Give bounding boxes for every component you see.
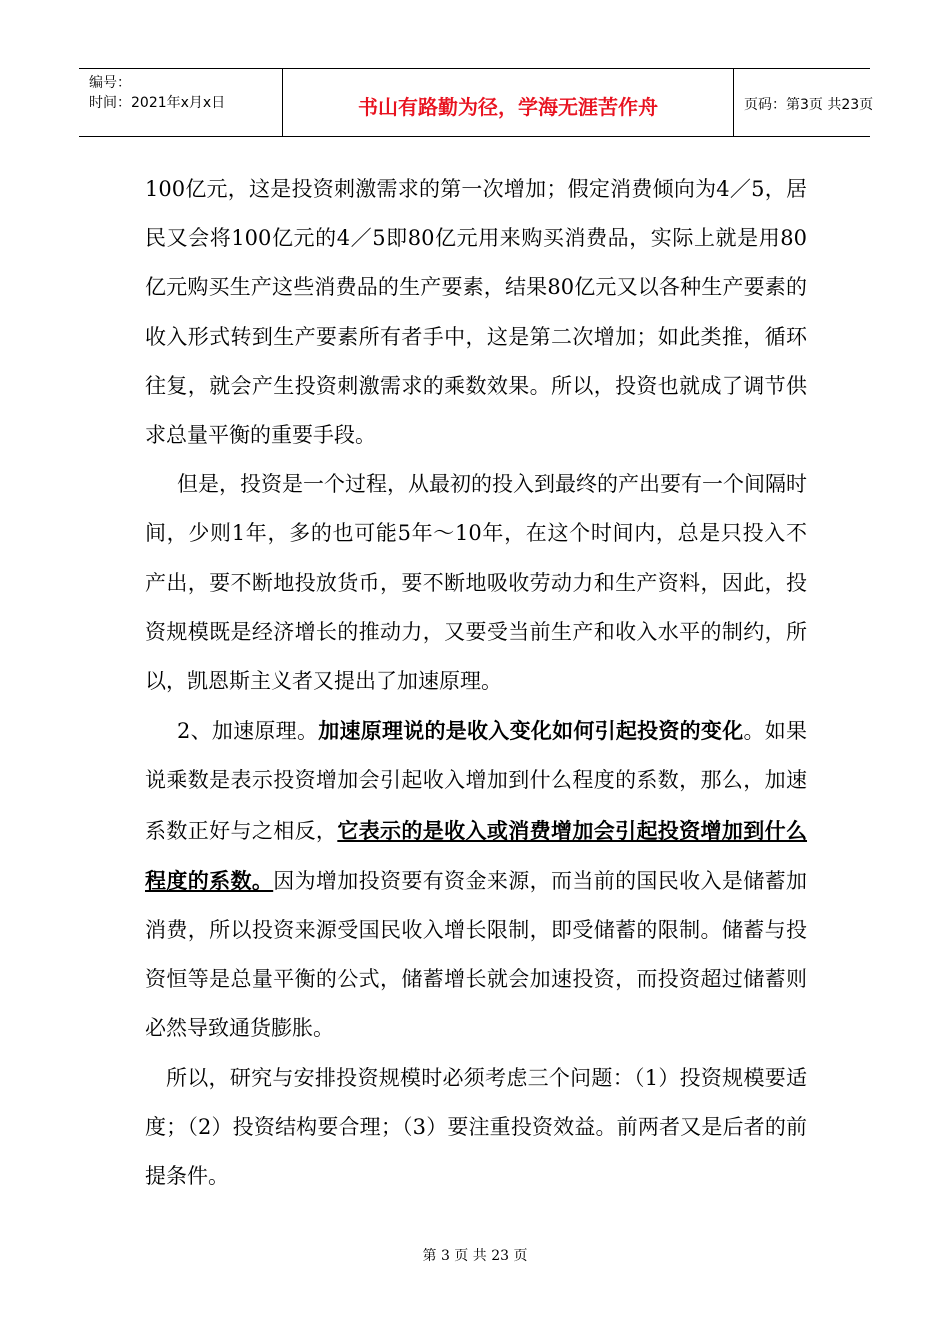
page-footer: 第 3 页 共 23 页 bbox=[422, 1248, 528, 1264]
header-page-info: 页码：第3页 共23页 bbox=[744, 97, 874, 113]
paragraph-acceleration-principle bbox=[145, 706, 807, 1053]
paragraph-three-questions: 所以，研究与安排投资规模时必须考虑三个问题：（1）投资规模要适度；（2）投资结构要合理；（3）要注重投资效益。前两者又是后者的前提条件。 bbox=[145, 1065, 807, 1189]
document-body bbox=[145, 165, 807, 1201]
paragraph-investment-process: 但是，投资是一个过程，从最初的投入到最终的产出要有一个间隔时间，少则1年，多的也可能5年～10年，在这个时间内，总是只投入不产出，要不断地投放货币，要不断地吸收劳动力和生产资料，因此，投资规模既是经济增长的推动力，又要受当前生产和收入水平的制约，所以，凯恩斯主义者又提出了加速原理。 bbox=[145, 472, 807, 694]
acceleration-text-2: 因为增加投资要有资金来源，而当前的国民收入是储蓄加消费，所以投资来源受国民收入增长限制，即受储蓄的限制。储蓄与投资恒等是总量平衡的公式，储蓄增长就会加速投资，而投资超过储蓄则必然导致通货膨胀。 bbox=[145, 868, 808, 1041]
acceleration-text-1: 。如果说乘数是表示投资增加会引起收入增加到什么程度的系数，那么，加速系数正好与之相反， bbox=[145, 719, 807, 843]
header-page-cell bbox=[734, 69, 874, 136]
header-motto: 书山有路勤为径，学海无涯苦作舟 bbox=[358, 95, 658, 119]
header-meta-cell bbox=[79, 69, 283, 136]
document-time-label: 时间：2021年x月x日 bbox=[89, 95, 226, 111]
paragraph-multiplier: 100亿元，这是投资刺激需求的第一次增加；假定消费倾向为4／5，居民又会将100亿元的4／5即80亿元用来购买消费品，实际上就是用80亿元购买生产这些消费品的生产要素，结果80亿元又以各种生产要素的收入形式转到生产要素所有者手中，这是第二次增加；如此类推，循环往复，就会产生投资刺激需求的乘数效果。所以，投资也就成了调节供求总量平衡的重要手段。 bbox=[145, 177, 807, 448]
acceleration-definition: 加速原理说的是收入变化如何引起投资的变化 bbox=[318, 718, 744, 744]
acceleration-coefficient-definition: 它表示的是收入或消费增加会引起投资增加到什么程度的系数。 bbox=[145, 817, 808, 893]
header-table bbox=[79, 68, 874, 137]
header-motto-cell bbox=[283, 69, 734, 136]
acceleration-heading: 2、加速原理。 bbox=[177, 719, 319, 744]
document-number-label: 编号： bbox=[89, 75, 131, 91]
